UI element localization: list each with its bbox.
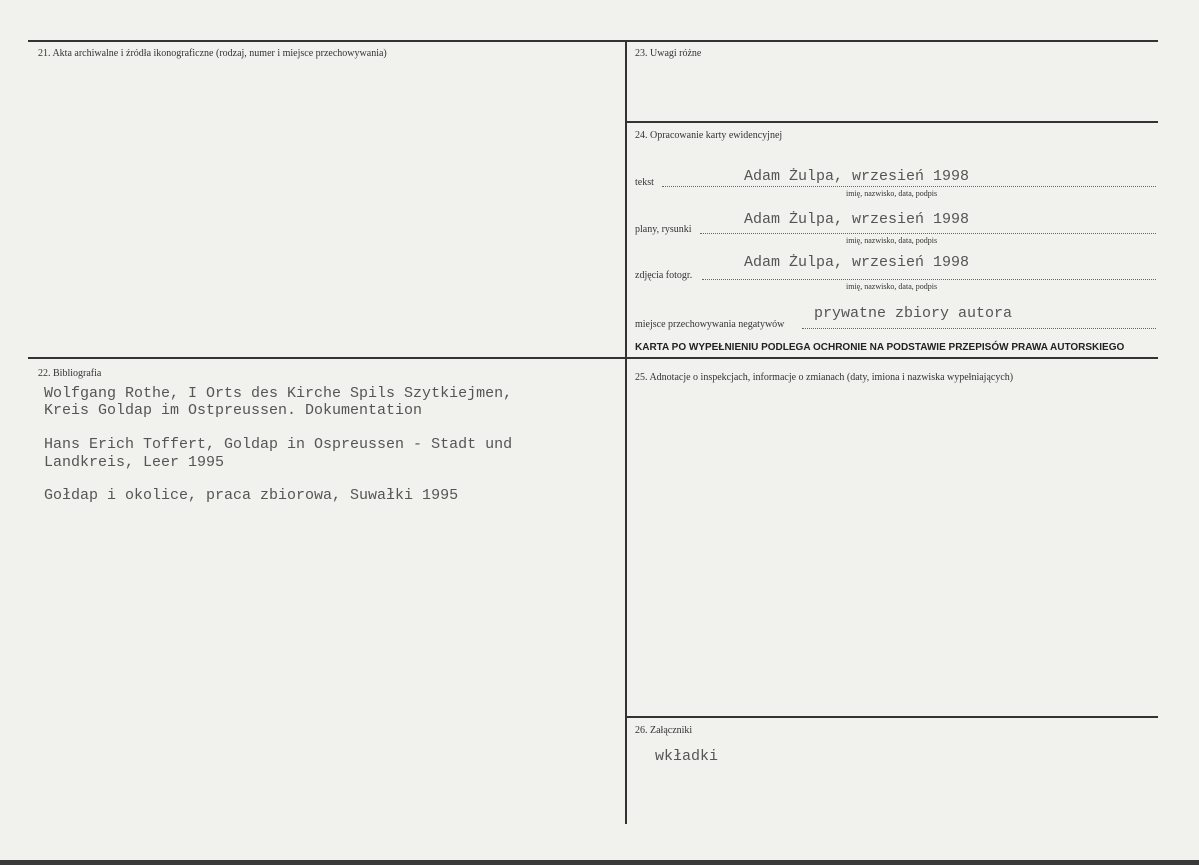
plans-row-value: Adam Żulpa, wrzesień 1998 bbox=[744, 211, 970, 228]
plans-row-label: plany, rysunki bbox=[635, 224, 692, 235]
text-row-dotted-line bbox=[662, 186, 1156, 187]
bibliography-entry-1-line1: Wolfgang Rothe, I Orts des Kirche Spils Szytkiejmen, bbox=[44, 385, 513, 402]
text-row-label: tekst bbox=[635, 177, 654, 188]
center-divider bbox=[625, 40, 627, 824]
middle-rule bbox=[28, 357, 1158, 359]
section-24-label: 24. Opracowanie karty ewidencyjnej bbox=[635, 130, 783, 141]
section-21-label: 21. Akta archiwalne i źródła ikonograficzne (rodzaj, numer i miejsce przechowywania) bbox=[38, 48, 387, 59]
bibliography-entry-2-line1: Hans Erich Toffert, Goldap in Ospreussen - Stadt und bbox=[44, 436, 513, 453]
copyright-notice: KARTA PO WYPEŁNIENIU PODLEGA OCHRONIE NA PODSTAWIE PRZEPISÓW PRAWA AUTORSKIEGO bbox=[635, 342, 1125, 353]
section-26-label: 26. Załączniki bbox=[635, 725, 693, 736]
section-23-label: 23. Uwagi różne bbox=[635, 48, 702, 59]
negatives-row-value: prywatne zbiory autora bbox=[814, 305, 1013, 322]
text-row-value: Adam Żulpa, wrzesień 1998 bbox=[744, 168, 970, 185]
negatives-row-label: miejsce przechowywania negatywów bbox=[635, 319, 785, 330]
rule-25-26 bbox=[625, 716, 1158, 718]
rule-23-24 bbox=[625, 121, 1158, 123]
photos-row-label: zdjęcia fotogr. bbox=[635, 270, 693, 281]
top-rule bbox=[28, 40, 1158, 42]
photos-row-value: Adam Żulpa, wrzesień 1998 bbox=[744, 254, 970, 271]
plans-row-dotted-line bbox=[700, 233, 1156, 234]
section-25-label: 25. Adnotacje o inspekcjach, informacje o zmianach (daty, imiona i nazwiska wypełniających) bbox=[635, 372, 1014, 383]
section-22-label: 22. Bibliografia bbox=[38, 368, 102, 379]
bibliography-entry-3-line1: Gołdap i okolice, praca zbiorowa, Suwałki 1995 bbox=[44, 487, 459, 504]
attachments-value: wkładki bbox=[655, 748, 719, 765]
photos-row-caption: imię, nazwisko, data, podpis bbox=[846, 282, 938, 291]
bibliography-entry-1-line2: Kreis Goldap im Ostpreussen. Dokumentation bbox=[44, 402, 423, 419]
bibliography-entry-2-line2: Landkreis, Leer 1995 bbox=[44, 454, 225, 471]
text-row-caption: imię, nazwisko, data, podpis bbox=[846, 189, 938, 198]
negatives-row-dotted-line bbox=[802, 328, 1156, 329]
photos-row-dotted-line bbox=[702, 279, 1156, 280]
plans-row-caption: imię, nazwisko, data, podpis bbox=[846, 236, 938, 245]
